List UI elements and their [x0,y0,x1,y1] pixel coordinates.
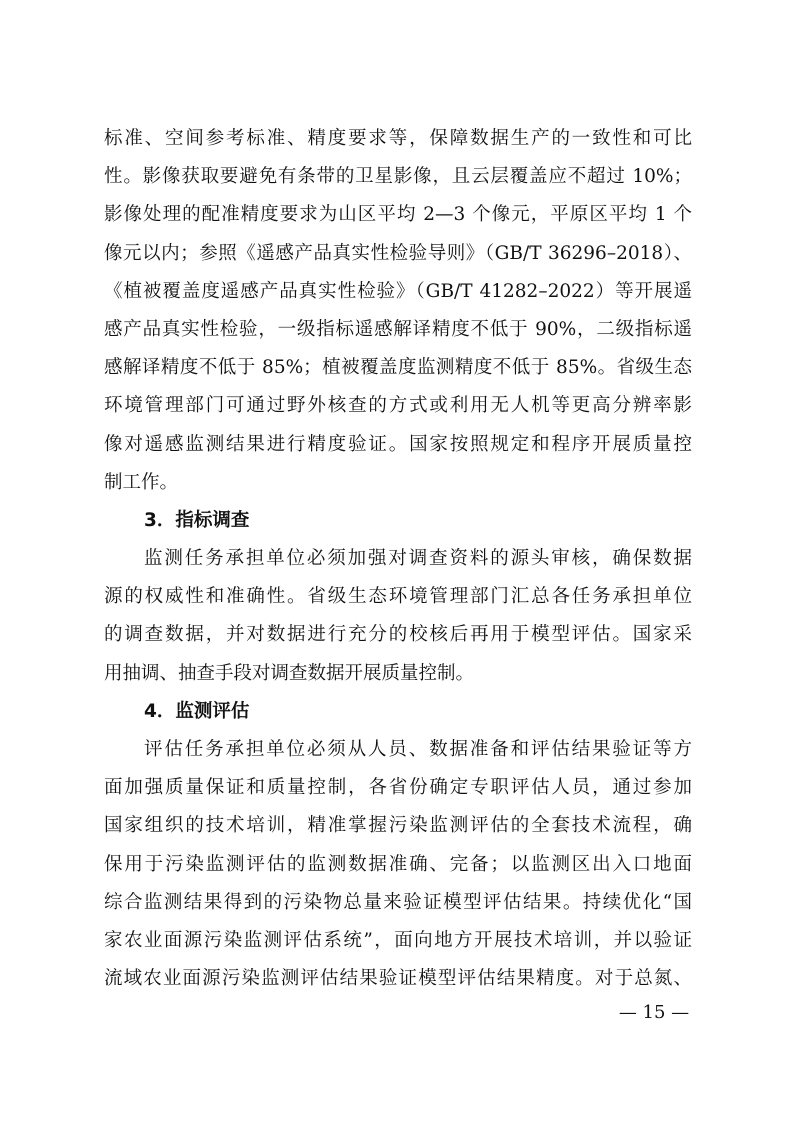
text-line: 监测任务承担单位必须加强对调查资料的源头审核，确保数据 [144,548,692,570]
text-line: 综合监测结果得到的污染物总量来验证模型评估结果。持续优化“国 [104,891,692,913]
text-line: 像对遥感监测结果进行精度验证。国家按照规定和程序开展质量控 [104,433,692,455]
text-line: 感产品真实性检验，一级指标遥感解译精度不低于 90%，二级指标遥 [104,318,692,340]
paragraph-indicator-survey [104,540,692,693]
text-line: 环境管理部门可通过野外核查的方式或利用无人机等更高分辨率影 [104,395,692,417]
text-line: 影像处理的配准精度要求为山区平均 2—3 个像元，平原区平均 1 个 [104,204,692,226]
body-text [104,120,692,998]
text-line: 像元以内；参照《遥感产品真实性检验导则》（GB/T 36296–2018）、 [104,242,692,264]
text-line: 制工作。 [104,471,179,493]
text-line: 用抽调、抽查手段对调查数据开展质量控制。 [104,662,475,684]
paragraph-monitoring-assessment [104,731,692,998]
text-line: 源的权威性和准确性。省级生态环境管理部门汇总各任务承担单位 [104,586,692,608]
text-line: 《植被覆盖度遥感产品真实性检验》（GB/T 41282–2022）等开展遥 [104,280,692,302]
text-line: 流域农业面源污染监测评估结果验证模型评估结果精度。对于总氮、 [104,968,692,990]
section-heading-monitoring-assessment: 4．监测评估 [144,700,250,722]
text-line: 标准、空间参考标准、精度要求等，保障数据生产的一致性和可比 [104,128,692,149]
paragraph-quality-control-remote-sensing [104,120,692,502]
text-line: 保用于污染监测评估的监测数据准确、完备；以监测区出入口地面 [104,853,692,875]
page-number: — 15 — [618,1002,690,1023]
text-line: 面加强质量保证和质量控制，各省份确定专职评估人员，通过参加 [104,777,692,799]
text-line: 感解译精度不低于 85%；植被覆盖度监测精度不低于 85%。省级生态 [104,357,692,379]
section-heading-indicator-survey: 3．指标调查 [144,509,250,531]
text-line: 家农业面源污染监测评估系统”，面向地方开展技术培训，并以验证 [104,929,692,951]
text-line: 评估任务承担单位必须从人员、数据准备和评估结果验证等方 [144,739,692,760]
text-line: 的调查数据，并对数据进行充分的校核后再用于模型评估。国家采 [104,624,692,646]
text-line: 国家组织的技术培训，精准掌握污染监测评估的全套技术流程，确 [104,815,692,837]
text-line: 性。影像获取要避免有条带的卫星影像，且云层覆盖应不超过 10%； [104,166,692,188]
